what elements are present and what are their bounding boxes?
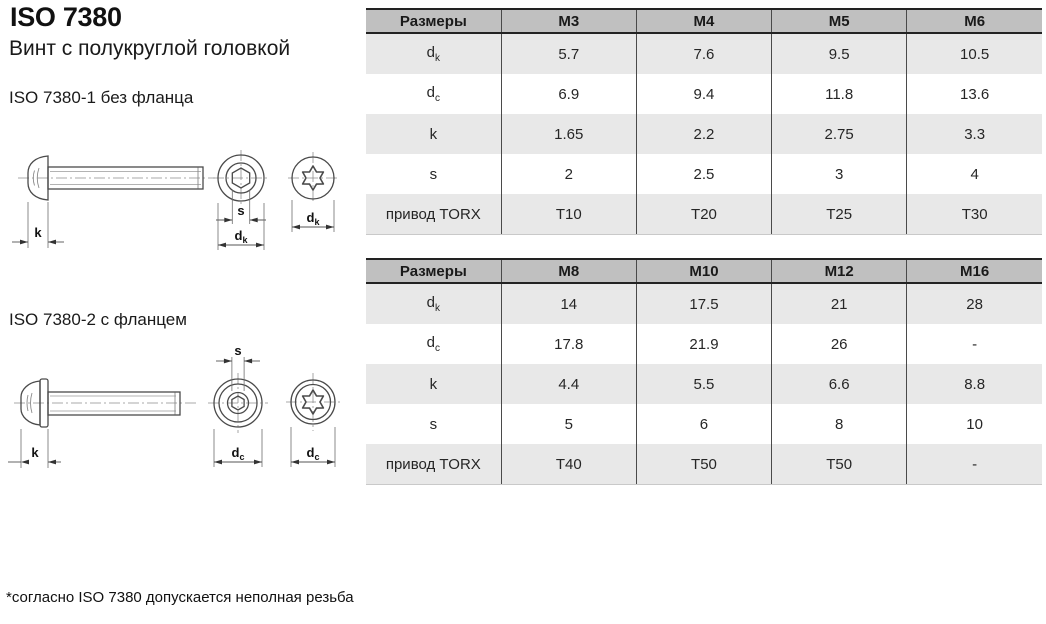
value-cell: 3: [772, 154, 907, 194]
value-cell: 2: [501, 154, 636, 194]
value-cell: 1.65: [501, 114, 636, 154]
section-label-iso7380-2: ISO 7380-2 с фланцем: [9, 310, 187, 329]
row-label: s: [429, 415, 438, 433]
col-header-M6: M6: [907, 9, 1042, 33]
value-cell: 6.6: [772, 364, 907, 404]
hex-flange-view: [208, 373, 268, 433]
col-header-M3: M3: [501, 9, 636, 33]
row-label: $d_c$: [426, 84, 441, 104]
table-row: [366, 324, 1042, 364]
dim-k: [8, 429, 61, 468]
table-row: [366, 283, 1042, 324]
torx-socket-view: [288, 152, 338, 204]
row-label: $d_k$: [426, 294, 441, 314]
col-header-M4: M4: [636, 9, 771, 33]
value-cell: T25: [772, 194, 907, 235]
value-cell: 7.6: [636, 33, 771, 74]
value-cell: 21: [772, 283, 907, 324]
row-label: s: [429, 165, 438, 183]
value-cell: 14: [501, 283, 636, 324]
row-label: $d_k$: [426, 44, 441, 64]
value-cell: T50: [772, 444, 907, 485]
value-cell: 8.8: [907, 364, 1042, 404]
torx-flange-view: [286, 373, 340, 431]
value-cell: 9.5: [772, 33, 907, 74]
svg-text:k: k: [31, 445, 39, 460]
svg-text:k: k: [34, 225, 42, 240]
col-header-M10: M10: [636, 259, 771, 283]
value-cell: 10.5: [907, 33, 1042, 74]
value-cell: T30: [907, 194, 1042, 235]
row-label: привод TORX: [366, 194, 501, 235]
value-cell: 6.9: [501, 74, 636, 114]
hex-socket-view: [213, 150, 269, 206]
value-cell: 17.8: [501, 324, 636, 364]
table-header-row: [366, 9, 1042, 33]
value-cell: 5.5: [636, 364, 771, 404]
value-cell: 2.2: [636, 114, 771, 154]
value-cell: 4.4: [501, 364, 636, 404]
row-label: k: [429, 375, 438, 393]
table-row: [366, 444, 1042, 485]
page-title: ISO 7380: [10, 2, 122, 32]
page-subtitle: Винт с полукруглой головкой: [9, 37, 291, 60]
footnote: *согласно ISO 7380 допускается неполная резьба: [6, 589, 354, 606]
svg-text:dc: $d_c$: [306, 445, 320, 462]
value-cell: 11.8: [772, 74, 907, 114]
section-label-iso7380-1: ISO 7380-1 без фланца: [9, 88, 194, 107]
col-header-M12: M12: [772, 259, 907, 283]
row-label: k: [429, 125, 438, 143]
value-cell: 13.6: [907, 74, 1042, 114]
table-row: [366, 364, 1042, 404]
table-row: [366, 114, 1042, 154]
table-row: [366, 404, 1042, 444]
table-row: [366, 154, 1042, 194]
value-cell: -: [907, 324, 1042, 364]
value-cell: 26: [772, 324, 907, 364]
value-cell: T50: [636, 444, 771, 485]
dim-dc: [214, 429, 262, 467]
svg-text:s: s: [234, 343, 242, 358]
value-cell: 9.4: [636, 74, 771, 114]
value-cell: 3.3: [907, 114, 1042, 154]
drawing-iso7380-1: [8, 140, 358, 260]
svg-text:dc: $d_c$: [231, 445, 245, 462]
dimensions-table-m3-m6: [366, 8, 1042, 235]
value-cell: -: [907, 444, 1042, 485]
table-row: [366, 74, 1042, 114]
dim-dc-torx: [291, 427, 335, 467]
value-cell: 8: [772, 404, 907, 444]
value-cell: 10: [907, 404, 1042, 444]
value-cell: 17.5: [636, 283, 771, 324]
drawing-iso7380-2: [8, 335, 358, 505]
col-header-M16: M16: [907, 259, 1042, 283]
svg-text:dk: $d_k$: [234, 228, 248, 245]
screw-side-view: [18, 156, 215, 200]
row-label: привод TORX: [366, 444, 501, 485]
table-row: [366, 194, 1042, 235]
value-cell: 2.75: [772, 114, 907, 154]
svg-text:s: s: [237, 203, 245, 218]
table-header-row: [366, 259, 1042, 283]
value-cell: 5.7: [501, 33, 636, 74]
col-header-sizes: Размеры: [366, 9, 501, 33]
value-cell: T20: [636, 194, 771, 235]
value-cell: T10: [501, 194, 636, 235]
value-cell: 2.5: [636, 154, 771, 194]
col-header-sizes: Размеры: [366, 259, 501, 283]
value-cell: 4: [907, 154, 1042, 194]
flanged-screw-side-view: [14, 379, 198, 427]
dimensions-table-m8-m16: [366, 258, 1042, 485]
value-cell: 6: [636, 404, 771, 444]
value-cell: T40: [501, 444, 636, 485]
value-cell: 28: [907, 283, 1042, 324]
col-header-M8: M8: [501, 259, 636, 283]
svg-text:dk: $d_k$: [306, 210, 320, 227]
dim-dk-torx: [292, 200, 334, 232]
dim-k: [12, 202, 64, 248]
row-label: $d_c$: [426, 334, 441, 354]
table-row: [366, 33, 1042, 74]
value-cell: 5: [501, 404, 636, 444]
col-header-M5: M5: [772, 9, 907, 33]
value-cell: 21.9: [636, 324, 771, 364]
